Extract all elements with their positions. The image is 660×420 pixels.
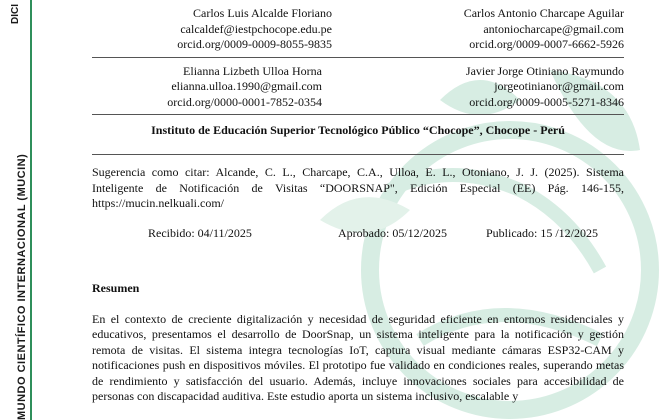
authors-block — [92, 0, 624, 115]
author-row-2 — [92, 58, 624, 116]
institution: Instituto de Educación Superior Tecnológico Público “Chocope”, Chocope - Perú — [92, 123, 624, 155]
author-name: Carlos Luis Alcalde Floriano — [193, 6, 332, 20]
published-date: Publicado: 15 /12/2025 — [486, 225, 598, 240]
author-email[interactable]: antoniocharcape@gmail.com — [483, 21, 624, 36]
citation-suggestion: Sugerencia como citar: Alcande, C. L., Charcape, C.A., Ulloa, E. L., Otoniano, J. J. (2025). Sistema Inteligente de Notificación de Visitas “DOORSNAP", Edición Especial (EE) Pág. 146-155, https://mucin.nelkuali.com/ — [92, 165, 624, 210]
author-card — [384, 64, 624, 111]
author-email[interactable]: jorgeotinianor@gmail.com — [494, 79, 624, 93]
publication-dates — [92, 226, 624, 241]
author-name: Javier Jorge Otiniano Raymundo — [465, 63, 624, 78]
author-orcid[interactable]: orcid.org/0009-0009-8055-9835 — [177, 37, 332, 51]
author-orcid[interactable]: orcid.org/0000-0001-7852-0354 — [167, 94, 322, 109]
author-name: Elianna Lizbeth Ulloa Horna — [183, 63, 322, 78]
sidebar-top-text — [1, 4, 29, 54]
author-card — [92, 64, 322, 111]
author-row-1 — [92, 0, 624, 58]
approved-date: Aprobado: 05/12/2025 — [338, 225, 447, 240]
author-orcid[interactable]: orcid.org/0009-0005-5271-8346 — [469, 94, 624, 109]
abstract-heading: Resumen — [92, 280, 140, 295]
author-email[interactable]: calcaldef@iestpchocope.edu.pe — [180, 21, 332, 36]
sidebar-top-label: DICI — [9, 4, 21, 24]
paper-header — [92, 0, 624, 405]
sidebar-vertical-text: MUNDO CIENTÍFICO INTERNACIONAL (MUCIN) — [16, 153, 28, 420]
abstract-text: En el contexto de creciente digitalización y necesidad de seguridad eficiente en entornos residenciales y educativos, presentamos el desarrollo de DoorSnap, un sistema inteligente para la notificación y gestión remota de visitas. El sistema integra tecnologías IoT, captura visual mediante cámaras ESP32-CAM y notificaciones push en dispositivos móviles. El prototipo fue validado en condiciones reales, superando metas de rendimiento y satisfacción del usuario. Además, incluye innovaciones sociales para accesibilidad de personas con discapacidad auditiva. Este estudio aporta un sistema inclusivo, escalable y — [92, 311, 624, 403]
received-date: Recibido: 04/11/2025 — [148, 225, 252, 240]
journal-sidebar — [0, 0, 32, 420]
author-name: Carlos Antonio Charcape Aguilar — [463, 6, 624, 20]
author-card — [92, 6, 332, 53]
author-orcid[interactable]: orcid.org/0009-0007-6662-5926 — [469, 37, 624, 51]
author-email[interactable]: elianna.ulloa.1990@gmail.com — [171, 79, 322, 93]
author-card — [384, 6, 624, 53]
